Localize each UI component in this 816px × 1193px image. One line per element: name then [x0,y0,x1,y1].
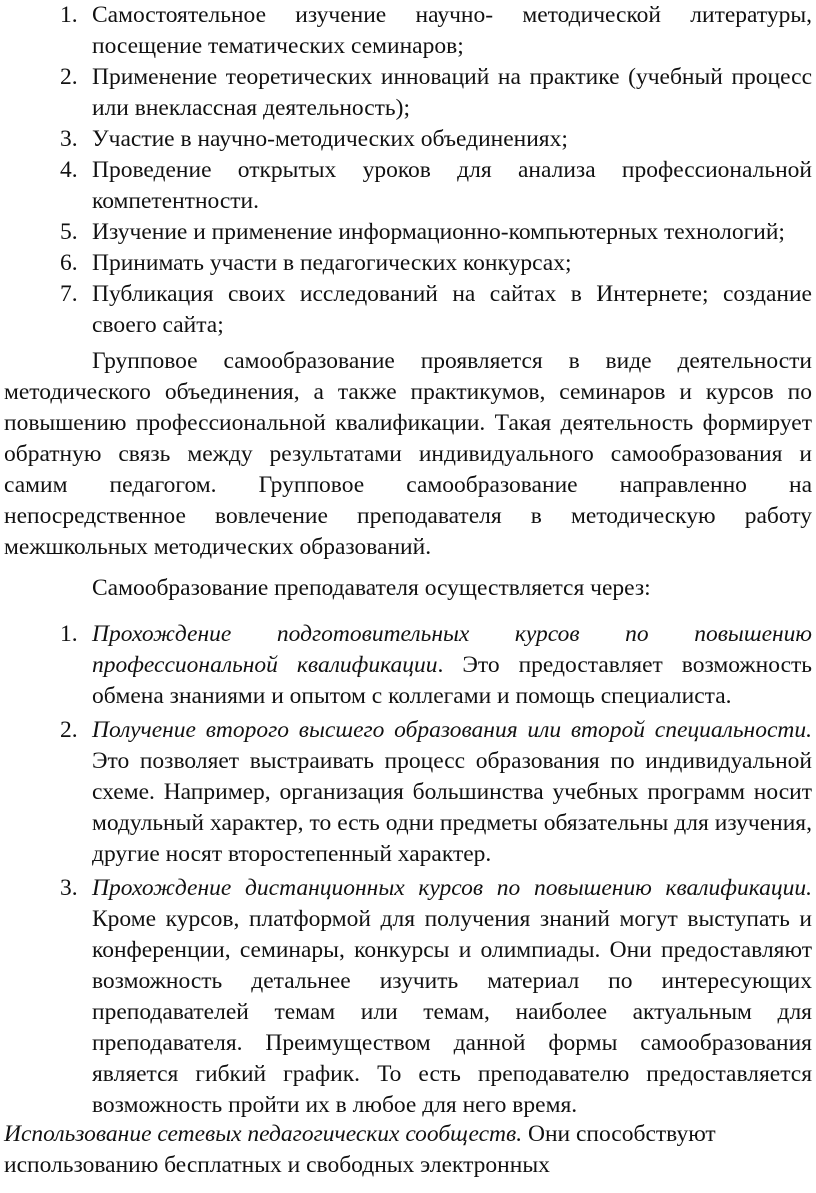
list-item [0,279,816,341]
list-item [0,155,816,217]
paragraph-text: Они способствуют использованию бесплатных и свободных электронных [4,1121,716,1178]
list-item-text: Применение теоретических инноваций на практике (учебный процесс или внеклассная деятельность); [92,64,812,121]
list-item-text: Проведение открытых уроков для анализа профессиональной компетентности. [92,157,812,214]
list-item-text: Кроме курсов, платформой для получения знаний могут выступать и конференции, семинары, конкурсы и олимпиады. Они предоставляют возможность детальнее изучить материал по интересующих преподавателей темам или темам, наиболее актуальным для преподавателя. Преимуществом данной формы самообразования является гибкий график. То есть преподавателю предоставляется возможность пройти их в любое для него время. [92,906,812,1118]
list-item [0,619,816,712]
list-item-text: Участие в научно-методических объединениях; [92,126,568,152]
list-number: 5. [60,219,78,245]
list-number: 2. [60,717,78,743]
list-item-text: Самостоятельное изучение научно- методической литературы, посещение тематических семинаров; [92,2,812,59]
list-item-text: Публикация своих исследований на сайтах в Интернете; создание своего сайта; [92,281,812,338]
list-item-title: Получение второго высшего образования или второй специальности. [92,717,812,743]
list-item-text: Это позволяет выстраивать процесс образования по индивидуальной схеме. Например, организация большинства учебных программ носит модульный характер, то есть одни предметы обязательны для изучения, другие носят второстепенный характер. [92,748,812,867]
methods-list [0,0,816,341]
list-number: 3. [60,875,78,901]
list-item-text: Изучение и применение информационно-компьютерных технологий; [92,219,785,245]
list-number: 1. [60,2,78,28]
paragraph-title: Использование сетевых педагогических сообществ. [4,1121,523,1147]
list-item [0,715,816,870]
group-self-education-paragraph: Групповое самообразование проявляется в виде деятельности методического объединения, а также практикумов, семинаров и курсов по повышению профессиональной квалификации. Такая деятельность формирует обратную связь между результатами индивидуального самообразования и самим педагогом. Групповое самообразование направленно на непосредственное вовлечение преподавателя в методическую работу межшкольных методических образований. [4,348,812,560]
self-education-forms-list [0,619,816,1124]
list-number: 3. [60,126,78,152]
network-communities-paragraph [4,1119,812,1181]
list-number: 7. [60,281,78,307]
list-item-title: Прохождение дистанционных курсов по повышению квалификации. [92,875,812,901]
self-education-through-paragraph: Самообразование преподавателя осуществляется через: [92,575,651,601]
list-item [0,873,816,1121]
list-number: 6. [60,250,78,276]
list-item [0,248,816,279]
list-item-title: Прохождение подготовительных курсов по повышению профессиональной квалификации [92,621,812,678]
list-number: 4. [60,157,78,183]
list-item-text: Принимать участи в педагогических конкурсах; [92,250,572,276]
list-item [0,124,816,155]
list-item [0,62,816,124]
list-item-text: . Это предоставляет возможность обмена знаниями и опытом с коллегами и помощь специалиста. [92,652,812,709]
list-item [0,0,816,62]
list-item [0,217,816,248]
list-number: 2. [60,64,78,90]
list-number: 1. [60,621,78,647]
